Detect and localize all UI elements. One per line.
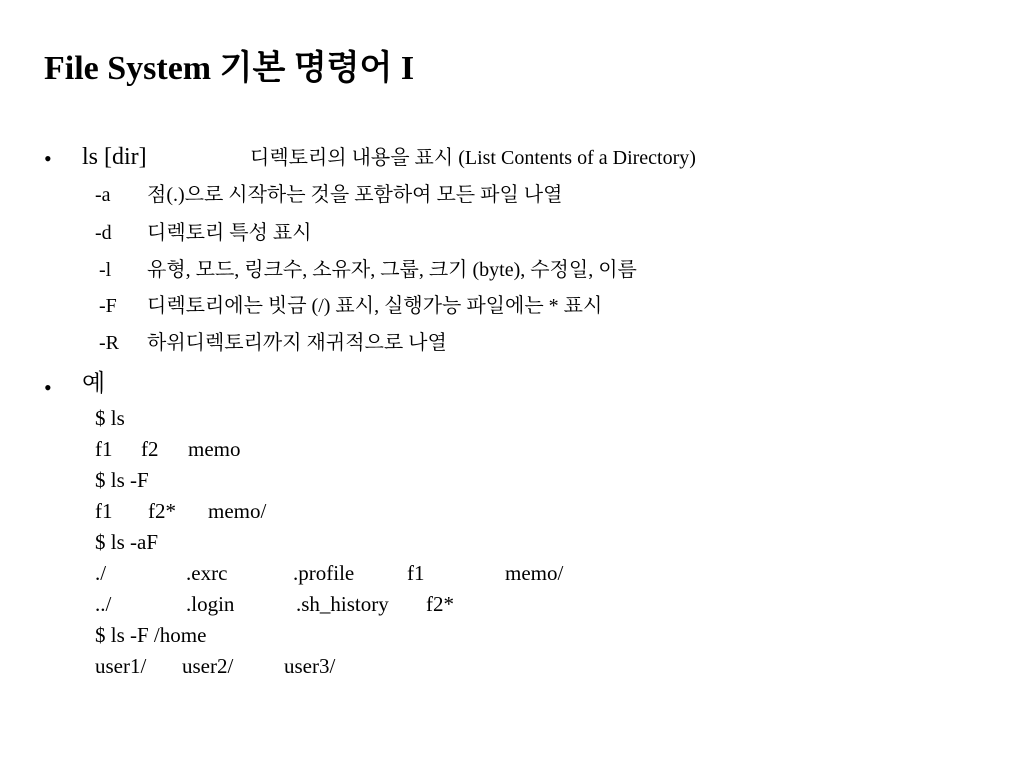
example-token: f2* [148,499,176,523]
command-syntax: ls [dir] [82,144,147,170]
option-flag: -F [99,295,117,317]
example-token: .exrc [186,561,228,585]
option-description: 유형, 모드, 링크수, 소유자, 그룹, 크기 (byte), 수정일, 이름 [147,259,637,281]
example-token: memo/ [208,499,267,523]
example-token: user3/ [284,654,336,678]
option-description: 하위디렉토리까지 재귀적으로 나열 [147,332,447,354]
example-token: f2* [426,592,454,616]
example-token: f2 [141,437,159,461]
example-token: $ ls [95,406,125,430]
example-token: .login [186,592,235,616]
option-description: 디렉토리 특성 표시 [147,222,312,244]
example-token: ./ [95,561,107,585]
example-token: $ ls -F /home [95,623,207,647]
example-token: f1 [95,437,113,461]
example-token: user1/ [95,654,147,678]
example-token: ../ [95,592,112,616]
slide-title: File System 기본 명령어 I [44,50,415,87]
example-token: $ ls -F [95,468,149,492]
example-token: $ ls -aF [95,530,158,554]
bullet-ls: • [44,146,52,171]
example-token: memo [188,437,241,461]
bullet-example: • [44,375,52,400]
option-description: 점(.)으로 시작하는 것을 포함하여 모든 파일 나열 [147,184,563,206]
example-token: memo/ [505,561,564,585]
example-token: user2/ [182,654,234,678]
example-token: .sh_history [296,592,389,616]
option-flag: -R [99,332,119,354]
example-label: 예 [82,371,106,397]
option-flag: -a [95,184,111,206]
command-row [82,145,696,169]
example-token: f1 [95,499,113,523]
command-description: 디렉토리의 내용을 표시 (List Contents of a Directory) [250,147,696,169]
option-flag: -l [99,259,112,281]
option-flag: -d [95,222,112,244]
example-token: .profile [293,561,355,585]
example-token: f1 [407,561,425,585]
option-description: 디렉토리에는 빗금 (/) 표시, 실행가능 파일에는 * 표시 [147,295,603,317]
